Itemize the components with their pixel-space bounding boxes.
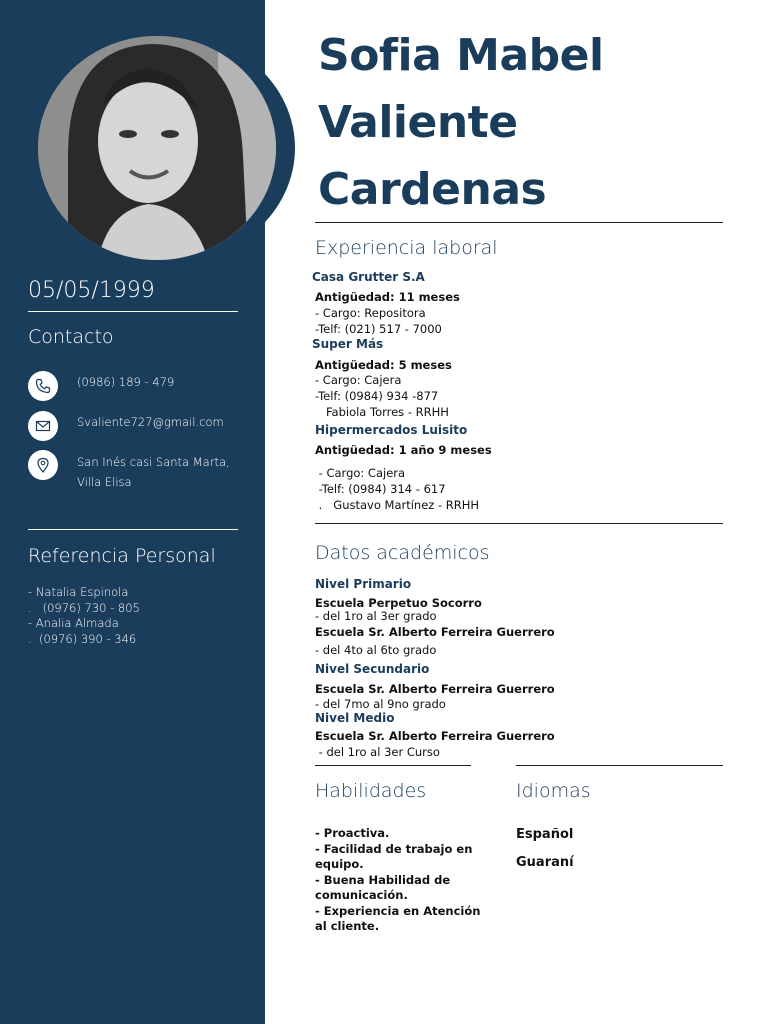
- job-company: Hipermercados Luisito: [315, 423, 468, 437]
- divider: [315, 523, 723, 524]
- education-level: Nivel Medio: [315, 711, 395, 725]
- job-phone: -Telf: (0984) 314 - 617: [315, 482, 446, 496]
- divider: [516, 765, 723, 766]
- envelope-glyph: [35, 418, 51, 434]
- school-name: Escuela Sr. Alberto Ferreira Guerrero: [315, 682, 555, 696]
- job-role: - Cargo: Cajera: [315, 466, 406, 480]
- profile-photo: [38, 36, 276, 260]
- job-contact: Fabiola Torres - RRHH: [315, 405, 449, 419]
- skills-heading: Habilidades: [315, 780, 427, 802]
- references-list: [28, 585, 140, 647]
- profile-photo-image: [38, 36, 276, 260]
- job-company: Casa Grutter S.A: [312, 270, 425, 284]
- address-line-2: Villa Elisa: [77, 475, 132, 489]
- job-role: - Cargo: Repositora: [315, 306, 426, 320]
- reference-line: - Natalia Espinola: [28, 585, 129, 599]
- phone-glyph: [35, 378, 51, 394]
- school-name: Escuela Sr. Alberto Ferreira Guerrero: [315, 625, 555, 639]
- languages-heading: Idiomas: [516, 780, 591, 802]
- pin-glyph: [35, 457, 51, 473]
- job-tenure: Antigüedad: 5 meses: [315, 358, 452, 372]
- full-name: [318, 22, 604, 223]
- skill-item: - Buena Habilidad de comunicación.: [315, 872, 451, 902]
- phone-icon: [28, 371, 58, 401]
- name-line-2: Valiente: [318, 97, 518, 148]
- divider: [28, 529, 238, 530]
- job-tenure: Antigüedad: 1 año 9 meses: [315, 443, 492, 457]
- skills-list: [315, 826, 495, 935]
- birth-date: 05/05/1999: [28, 278, 155, 303]
- skill-item: - Experiencia en Atención al cliente.: [315, 903, 481, 933]
- divider: [28, 311, 238, 312]
- job-phone: -Telf: (0984) 934 -877: [315, 389, 439, 403]
- school-name: Escuela Sr. Alberto Ferreira Guerrero: [315, 729, 555, 743]
- address-line-1: San Inés casi Santa Marta,: [77, 455, 230, 469]
- contact-email[interactable]: Svaliente727@gmail.com: [77, 415, 224, 429]
- job-contact: . Gustavo Martínez - RRHH: [315, 498, 480, 512]
- references-heading: Referencia Personal: [28, 545, 216, 567]
- divider: [315, 765, 471, 766]
- location-icon: [28, 450, 58, 480]
- name-line-3: Cardenas: [318, 164, 547, 215]
- school-grades: - del 7mo al 9no grado: [315, 697, 446, 711]
- divider: [315, 222, 723, 223]
- education-level: Nivel Secundario: [315, 662, 430, 676]
- job-role: - Cargo: Cajera: [315, 373, 402, 387]
- language-item: Guaraní: [516, 855, 574, 870]
- email-icon: [28, 411, 58, 441]
- experience-heading: Experiencia laboral: [315, 237, 498, 259]
- skill-item: - Proactiva.: [315, 826, 390, 840]
- contact-address: [77, 452, 230, 492]
- reference-line: - Analia Almada: [28, 616, 119, 630]
- job-tenure: Antigüedad: 11 meses: [315, 290, 460, 304]
- job-company: Super Más: [312, 337, 384, 351]
- school-grades: - del 1ro al 3er grado: [315, 609, 437, 623]
- reference-line: . (0976) 730 - 805: [28, 600, 140, 615]
- name-line-1: Sofia Mabel: [318, 30, 604, 81]
- school-grades: - del 1ro al 3er Curso: [315, 745, 440, 759]
- school-grades: - del 4to al 6to grado: [315, 643, 437, 657]
- reference-line: . (0976) 390 - 346: [28, 631, 137, 646]
- job-phone: -Telf: (021) 517 - 7000: [315, 322, 442, 336]
- contact-phone: (0986) 189 - 479: [77, 375, 175, 389]
- school-name: Escuela Perpetuo Socorro: [315, 596, 482, 610]
- skill-item: - Facilidad de trabajo en equipo.: [315, 841, 473, 871]
- language-item: Español: [516, 827, 574, 842]
- contact-heading: Contacto: [28, 326, 114, 348]
- education-level: Nivel Primario: [315, 577, 412, 591]
- education-heading: Datos académicos: [315, 542, 490, 564]
